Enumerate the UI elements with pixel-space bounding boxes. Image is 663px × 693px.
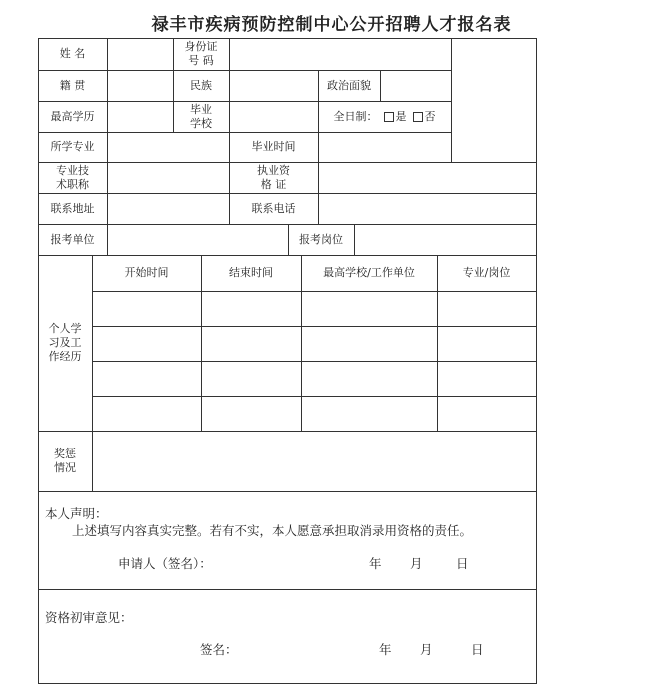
review-year: 年 (379, 642, 392, 657)
practice-cert-label: 执业资 格 证 (257, 163, 290, 191)
education-field[interactable] (108, 102, 173, 132)
applicant-signature-label: 申请人（签名）： (118, 556, 212, 571)
address-label: 联系地址 (50, 201, 95, 215)
apply-unit-label: 报考单位 (50, 232, 95, 246)
header-school-unit: 最高学校/工作单位 (323, 266, 415, 279)
ethnicity-field[interactable] (230, 71, 318, 101)
experience-row[interactable] (93, 397, 536, 431)
native-place-field[interactable] (108, 71, 173, 101)
yes-label: 是 (395, 109, 407, 123)
professional-title-field[interactable] (108, 163, 229, 193)
name-label: 姓 名 (59, 47, 86, 60)
education-label: 最高学历 (50, 109, 95, 123)
review-signature-label: 签名： (200, 642, 238, 657)
phone-field[interactable] (319, 194, 536, 224)
phone-label: 联系电话 (251, 201, 296, 215)
professional-title-label: 专业技 术职称 (56, 163, 89, 191)
major-label: 所学专业 (50, 140, 95, 153)
no-checkbox[interactable] (413, 112, 423, 122)
address-field[interactable] (108, 194, 229, 224)
graduate-school-label: 毕业 学校 (190, 102, 212, 130)
ethnicity-label: 民族 (190, 78, 212, 92)
review-month: 月 (420, 642, 433, 657)
political-status-field[interactable] (381, 71, 451, 101)
no-label: 否 (424, 109, 436, 123)
apply-post-field[interactable] (355, 225, 536, 255)
declaration-day: 日 (456, 556, 469, 571)
experience-row[interactable] (93, 292, 536, 326)
experience-row[interactable] (93, 362, 536, 396)
major-field[interactable] (108, 133, 229, 162)
review-heading: 资格初审意见： (45, 610, 133, 625)
id-number-label: 身份证 号 码 (184, 40, 218, 67)
yes-checkbox[interactable] (384, 112, 394, 122)
header-start-time: 开始时间 (124, 266, 169, 279)
practice-cert-field[interactable] (319, 163, 536, 193)
graduation-time-field[interactable] (319, 133, 451, 162)
political-status-label: 政治面貌 (327, 78, 371, 92)
declaration-text: 上述填写内容真实完整。若有不实，本人愿意承担取消录用资格的责任。 (72, 523, 473, 538)
review-day: 日 (471, 642, 484, 657)
name-field[interactable] (108, 39, 173, 70)
full-time-group (318, 101, 451, 132)
header-major-post: 专业/岗位 (462, 266, 511, 279)
awards-label: 奖惩 情况 (54, 447, 76, 474)
apply-post-label: 报考岗位 (299, 232, 343, 246)
form-title: 禄丰市疾病预防控制中心公开招聘人才报名表 (151, 15, 512, 35)
id-number-field[interactable] (230, 39, 451, 70)
awards-field[interactable] (93, 432, 536, 491)
declaration-heading: 本人声明： (45, 506, 108, 521)
graduate-school-field[interactable] (230, 102, 318, 132)
experience-label: 个人学 习及工 作经历 (48, 322, 82, 363)
apply-unit-field[interactable] (108, 225, 288, 255)
declaration-month: 月 (410, 556, 423, 571)
photo-area[interactable] (452, 39, 536, 162)
native-place-label: 籍 贯 (59, 78, 86, 92)
experience-row[interactable] (93, 327, 536, 361)
declaration-year: 年 (369, 556, 382, 571)
header-end-time: 结束时间 (229, 266, 273, 279)
graduation-time-label: 毕业时间 (251, 140, 296, 153)
full-time-label: 全日制： (333, 109, 378, 123)
